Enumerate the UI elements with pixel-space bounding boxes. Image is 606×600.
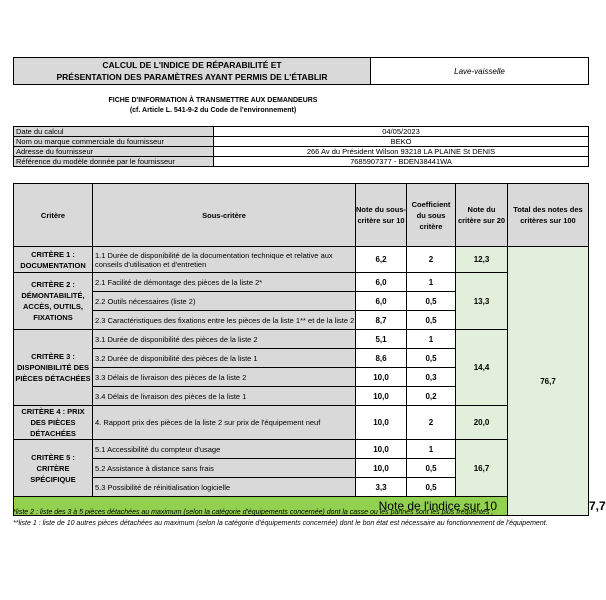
sub-criterion-label: 5.3 Possibilité de réinitialisation logicielle xyxy=(93,478,356,497)
column-header-note20: Note du critère sur 20 xyxy=(456,184,508,247)
document-title xyxy=(14,58,371,85)
sub-criterion-coef: 0,2 xyxy=(407,387,456,406)
title-line-1: CALCUL DE L'INDICE DE RÉPARABILITÉ ET xyxy=(102,60,282,70)
criterion-1-note20: 12,3 xyxy=(456,247,508,273)
final-score-row: Note de l'indice sur 10 7,7 xyxy=(14,497,589,516)
sub-criterion-note: 6,0 xyxy=(356,292,407,311)
sub-criterion-note: 10,0 xyxy=(356,387,407,406)
sub-criterion-label: 5.2 Assistance à distance sans frais xyxy=(93,459,356,478)
footnotes xyxy=(13,507,588,529)
info-row xyxy=(14,147,589,157)
sub-criterion-coef: 1 xyxy=(407,273,456,292)
sub-criterion-label: 3.4 Délais de livraison des pièces de la liste 1 xyxy=(93,387,356,406)
sub-criterion-coef: 0,5 xyxy=(407,311,456,330)
info-value: 266 Av du Président Wilson 93218 LA PLAINE St DENIS xyxy=(214,147,589,157)
subtitle-line-2: (cf. Article L. 541-9-2 du Code de l'environnement) xyxy=(129,107,297,114)
sub-criterion-note: 6,0 xyxy=(356,273,407,292)
criterion-5-name: CRITÈRE 5 : CRITÈRE SPÉCIFIQUE xyxy=(14,440,93,497)
subtitle-line-1: FICHE D'INFORMATION À TRANSMETTRE AUX DEMANDEURS xyxy=(108,97,318,104)
sub-criterion-label: 3.3 Délais de livraison des pièces de la liste 2 xyxy=(93,368,356,387)
info-label: Date du calcul xyxy=(14,127,214,137)
sub-criterion-note: 10,0 xyxy=(356,459,407,478)
sub-criterion-label: 3.1 Durée de disponibilité des pièces de la liste 2 xyxy=(93,330,356,349)
criterion-2-name: CRITÈRE 2 : DÉMONTABILITÉ, ACCÈS, OUTILS, FIXATIONS xyxy=(14,273,93,330)
info-label: Référence du modèle donnée par le fournisseur xyxy=(14,157,214,167)
info-label: Nom ou marque commerciale du fournisseur xyxy=(14,137,214,147)
table-header-row xyxy=(14,184,589,247)
sub-criterion-note: 8,7 xyxy=(356,311,407,330)
sub-criterion-label: 1.1 Durée de disponibilité de la documentation technique et relative aux conseils d'utilisation et d'entretien xyxy=(93,247,356,273)
supplier-info-table xyxy=(13,126,589,167)
info-value: 04/05/2023 xyxy=(214,127,589,137)
sub-criterion-coef: 0,3 xyxy=(407,368,456,387)
sub-criterion-note: 10,0 xyxy=(356,406,407,440)
info-label: Adresse du fournisseur xyxy=(14,147,214,157)
sub-criterion-label: 4. Rapport prix des pièces de la liste 2 sur prix de l'équipement neuf xyxy=(93,406,356,440)
column-header-sous-critere: Sous-critère xyxy=(93,184,356,247)
sub-criterion-coef: 0,5 xyxy=(407,459,456,478)
total-score-100: 76,7 xyxy=(508,247,589,516)
criterion-3-note20: 14,4 xyxy=(456,330,508,406)
info-row xyxy=(14,137,589,147)
sub-criterion-coef: 2 xyxy=(407,247,456,273)
table-row xyxy=(14,440,589,459)
column-header-coef: Coefficient du sous critère xyxy=(407,184,456,247)
table-row xyxy=(14,273,589,292)
sub-criterion-note: 5,1 xyxy=(356,330,407,349)
column-header-critere: Critère xyxy=(14,184,93,247)
footnote-liste-2: *liste 2 : liste des 3 à 5 pièces détachées au maximum (selon la catégorie d'équipements concernée) dont la casse ou les pannes sont les plus fréquentes ; xyxy=(13,509,494,516)
repairability-table xyxy=(13,183,606,516)
info-value: BEKO xyxy=(214,137,589,147)
column-header-total: Total des notes des critères sur 100 xyxy=(508,184,589,247)
criterion-4-note20: 20,0 xyxy=(456,406,508,440)
sub-criterion-coef: 0,5 xyxy=(407,292,456,311)
footnote-liste-1: **liste 1 : liste de 10 autres pièces détachées au maximum (selon la catégorie d'équipements concernée) dont le bon état est nécessaire au fonctionnement de l'équipement. xyxy=(13,520,548,527)
criterion-5-note20: 16,7 xyxy=(456,440,508,497)
subtitle xyxy=(13,96,413,116)
final-score-label: Note de l'indice sur 10 xyxy=(14,497,508,516)
sub-criterion-note: 10,0 xyxy=(356,440,407,459)
criterion-1-name: CRITÈRE 1 : DOCUMENTATION xyxy=(14,247,93,273)
sub-criterion-label: 2.3 Caractéristiques des fixations entre les pièces de la liste 1** et de la liste 2 xyxy=(93,311,356,330)
table-row xyxy=(14,247,589,273)
criterion-2-note20: 13,3 xyxy=(456,273,508,330)
info-row xyxy=(14,127,589,137)
sub-criterion-label: 2.1 Facilité de démontage des pièces de la liste 2* xyxy=(93,273,356,292)
sub-criterion-coef: 0,5 xyxy=(407,478,456,497)
info-row xyxy=(14,157,589,167)
column-header-note10: Note du sous-critère sur 10 xyxy=(356,184,407,247)
sub-criterion-coef: 1 xyxy=(407,330,456,349)
sub-criterion-note: 8,6 xyxy=(356,349,407,368)
header-table xyxy=(13,57,589,85)
criterion-3-name: CRITÈRE 3 : DISPONIBILITÉ DES PIÈCES DÉTACHÉES xyxy=(14,330,93,406)
sub-criterion-coef: 1 xyxy=(407,440,456,459)
sub-criterion-note: 10,0 xyxy=(356,368,407,387)
sub-criterion-label: 5.1 Accessibilité du compteur d'usage xyxy=(93,440,356,459)
sub-criterion-coef: 2 xyxy=(407,406,456,440)
info-value: 7685907377 - BDEN38441WA xyxy=(214,157,589,167)
sub-criterion-label: 3.2 Durée de disponibilité des pièces de la liste 1 xyxy=(93,349,356,368)
criterion-4-name: CRITÈRE 4 : PRIX DES PIÈCES DÉTACHÉES xyxy=(14,406,93,440)
title-line-2: PRÉSENTATION DES PARAMÈTRES AYANT PERMIS DE L'ÉTABLIR xyxy=(56,72,328,82)
table-row xyxy=(14,330,589,349)
sub-criterion-note: 6,2 xyxy=(356,247,407,273)
product-type: Lave-vaisselle xyxy=(371,58,589,85)
table-row xyxy=(14,406,589,440)
sub-criterion-note: 3,3 xyxy=(356,478,407,497)
sub-criterion-label: 2.2 Outils nécessaires (liste 2) xyxy=(93,292,356,311)
sub-criterion-coef: 0,5 xyxy=(407,349,456,368)
